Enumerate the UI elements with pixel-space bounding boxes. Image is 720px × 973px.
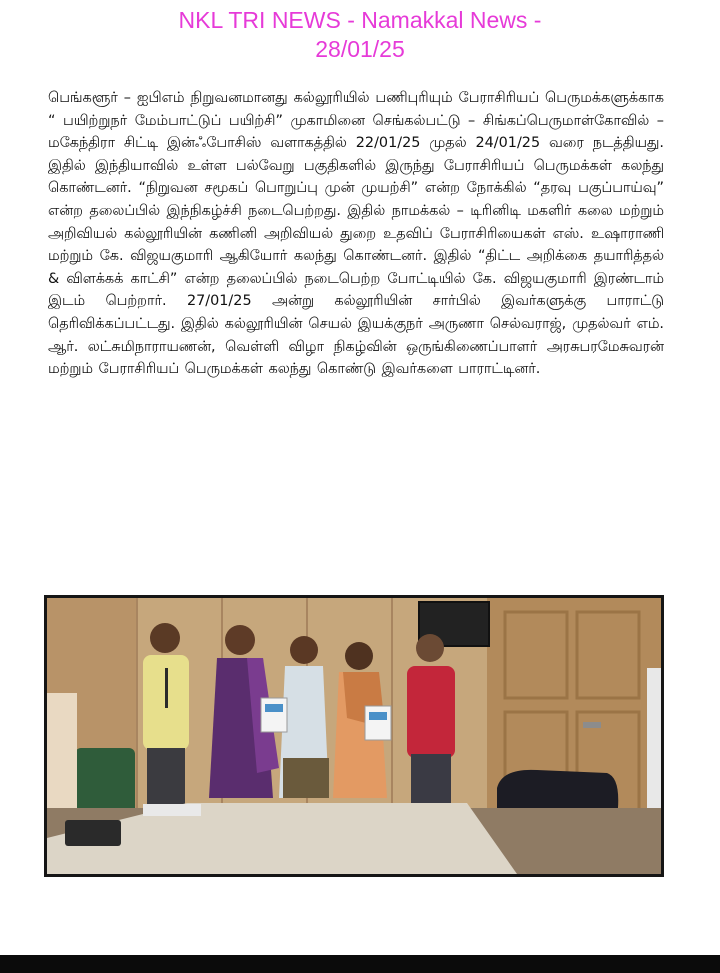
article-body: பெங்களூர் – ஐபிஎம் நிறுவனமானது கல்லூரியில் பணிபுரியும் பேராசிரியப் பெருமக்களுக்காக “ பயிற்றுநர் மேம்பாட்டுப் பயிற்சி” முகாமினை செங்கல்பட்டு – சிங்கப்பெருமாள்கோவில் – மகேந்திரா சிட்டி இன்ஃபோசிஸ் வளாகத்தில் 22/01/25 முதல் 24/01/25 வரை நடத்தியது. இதில் இந்தியாவில் உள்ள பல்வேறு பகுதிகளில் இருந்து பேராசிரியப் பெருமக்கள் கலந்து கொண்டனர். “நிறுவன சமூகப் பொறுப்பு முன் முயற்சி” என்ற நோக்கில் “தரவு பகுப்பாய்வு” என்ற தலைப்பில் இந்நிகழ்ச்சி நடைபெற்றது. இதில் நாமக்கல் – டிரினிடி மகளிர் கலை மற்றும் அறிவியல் கல்லூரியின் கணினி அறிவியல் துறை உதவிப் பேராசிரியைகள் எஸ். உஷாராணி மற்றும் கே. விஜயகுமாரி ஆகியோர் கலந்து கொண்டனர். இதில் “திட்ட அறிக்கை தயாரித்தல் & விளக்கக் காட்சி” என்ற தலைப்பில் நடைபெற்ற போட்டியில் கே. விஜயகுமாரி இரண்டாம் இடம் பெற்றார். 27/01/25 அன்று கல்லூரியின் சார்பில் இவர்களுக்கு பாராட்டு தெரிவிக்கப்பட்டது. இதில் கல்லூரியின் செயல் இயக்குநர் அருணா செல்வராஜ், முதல்வர் எம். ஆர். லட்சுமிநாராயணன், வெள்ளி விழா நிகழ்வின் ஒருங்கிணைப்பாளர் அரசுபரமேசுவரன் மற்றும் பேராசிரியப் பெருமக்கள் கலந்து கொண்டு இவர்களை பாராட்டினர். [48,90,664,378]
headline-date: 28/01/25 [315,36,405,62]
bottom-black-bar [0,955,720,973]
headline-line-1: NKL TRI NEWS - Namakkal News - [178,7,542,33]
event-photo-illustration [47,598,661,874]
event-photo [44,595,664,877]
news-headline [0,6,720,64]
